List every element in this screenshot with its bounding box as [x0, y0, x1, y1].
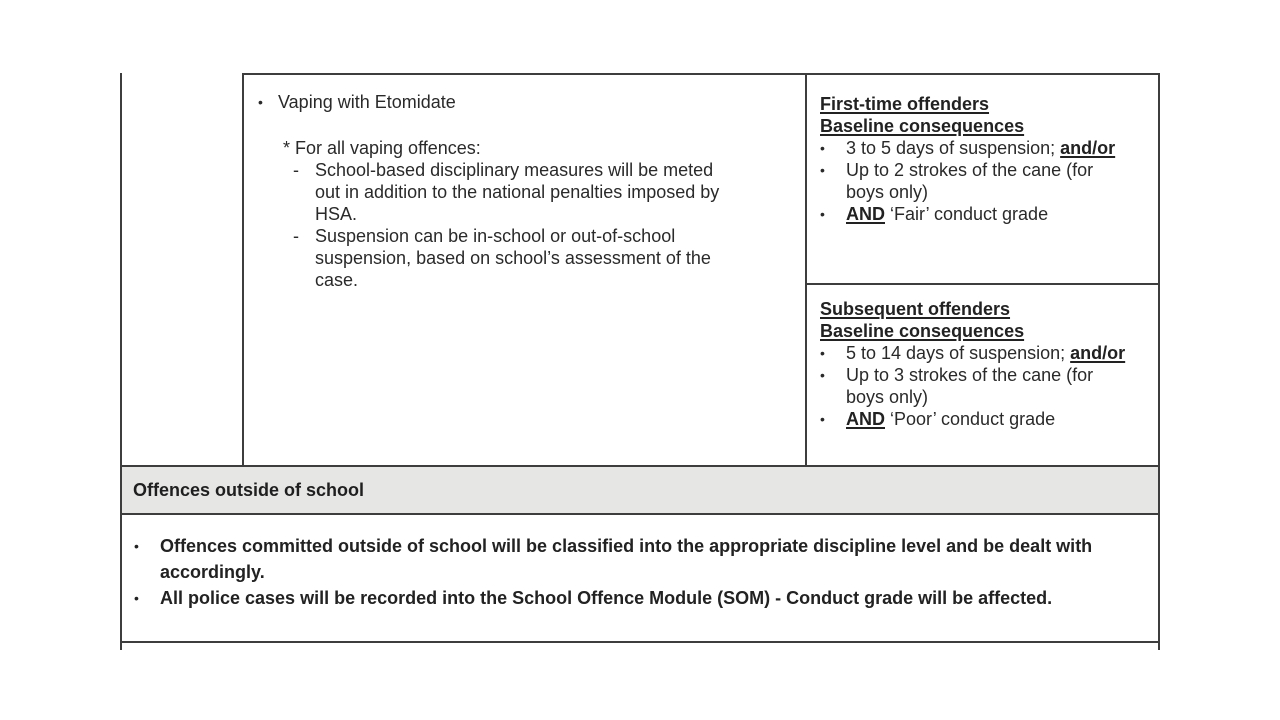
consequence-item — [820, 364, 1152, 408]
consequence-text-plain: Up to 2 strokes of the cane (for boys only) — [846, 160, 1094, 202]
bullet-icon: • — [134, 538, 139, 554]
offence-cell — [242, 73, 807, 467]
bullet-icon: • — [134, 590, 139, 606]
consequence-text-plain: ‘Poor’ conduct grade — [885, 409, 1056, 429]
consequence-item-text — [846, 203, 1132, 225]
dash-icon: - — [293, 226, 299, 246]
consequence-text-emphasis: and/or — [1060, 138, 1116, 158]
vaping-note — [283, 137, 795, 291]
bullet-icon: • — [820, 345, 825, 361]
vaping-note-item — [293, 225, 795, 291]
bullet-icon: • — [820, 411, 825, 427]
consequence-item-text — [846, 364, 1132, 408]
consequence-item — [820, 203, 1152, 225]
consequence-text-emphasis: AND — [846, 204, 885, 224]
vaping-note-title: * For all vaping offences: — [283, 138, 481, 158]
subsequent-offenders-title: Subsequent offenders — [820, 299, 1011, 319]
consequence-item-text — [846, 159, 1132, 203]
outside-school-item — [134, 533, 1148, 585]
vaping-note-item-text: School-based disciplinary measures will be meted out in addition to the national penalties imposed by HSA. — [315, 160, 720, 224]
bullet-icon: • — [820, 367, 825, 383]
bullet-icon: • — [820, 162, 825, 178]
first-time-offenders-cell — [805, 73, 1160, 285]
consequence-item — [820, 137, 1152, 159]
vaping-note-item-text: Suspension can be in-school or out-of-school suspension, based on school’s assessment of the case. — [315, 226, 711, 290]
consequence-item — [820, 408, 1152, 430]
bullet-icon: • — [820, 140, 825, 156]
vaping-note-item — [293, 159, 795, 225]
first-time-offenders-title: First-time offenders — [820, 94, 990, 114]
table-continuation-stub-left — [120, 643, 122, 650]
offences-outside-school-cell — [120, 513, 1160, 643]
consequence-text-plain: 5 to 14 days of suspension; — [846, 343, 1071, 363]
offence-item — [258, 91, 795, 113]
outside-school-item-text: Offences committed outside of school will be classified into the appropriate discipline level and be dealt with accordingly. — [160, 536, 1093, 582]
outside-school-item-text: All police cases will be recorded into the School Offence Module (SOM) - Conduct grade will be affected. — [160, 588, 1053, 608]
consequence-item — [820, 342, 1152, 364]
outside-school-item — [134, 585, 1148, 611]
consequence-item-text — [846, 342, 1132, 364]
consequence-item — [820, 159, 1152, 203]
baseline-consequences-title: Baseline consequences — [820, 116, 1025, 136]
consequence-item-text — [846, 137, 1132, 159]
offence-text: Vaping with Etomidate — [278, 92, 456, 112]
bullet-icon: • — [258, 94, 263, 110]
baseline-consequences-title: Baseline consequences — [820, 321, 1025, 341]
consequence-text-emphasis: and/or — [1070, 343, 1126, 363]
subsequent-offenders-cell — [805, 283, 1160, 467]
offences-outside-school-header — [120, 465, 1160, 515]
consequence-item-text — [846, 408, 1132, 430]
consequence-text-emphasis: AND — [846, 409, 885, 429]
table-continuation-stub-right — [1158, 643, 1160, 650]
dash-icon: - — [293, 160, 299, 180]
bullet-icon: • — [820, 206, 825, 222]
consequence-text-plain: 3 to 5 days of suspension; — [846, 138, 1061, 158]
section-header-text: Offences outside of school — [133, 479, 365, 500]
consequence-text-plain: Up to 3 strokes of the cane (for boys only) — [846, 365, 1094, 407]
consequence-text-plain: ‘Fair’ conduct grade — [885, 204, 1049, 224]
